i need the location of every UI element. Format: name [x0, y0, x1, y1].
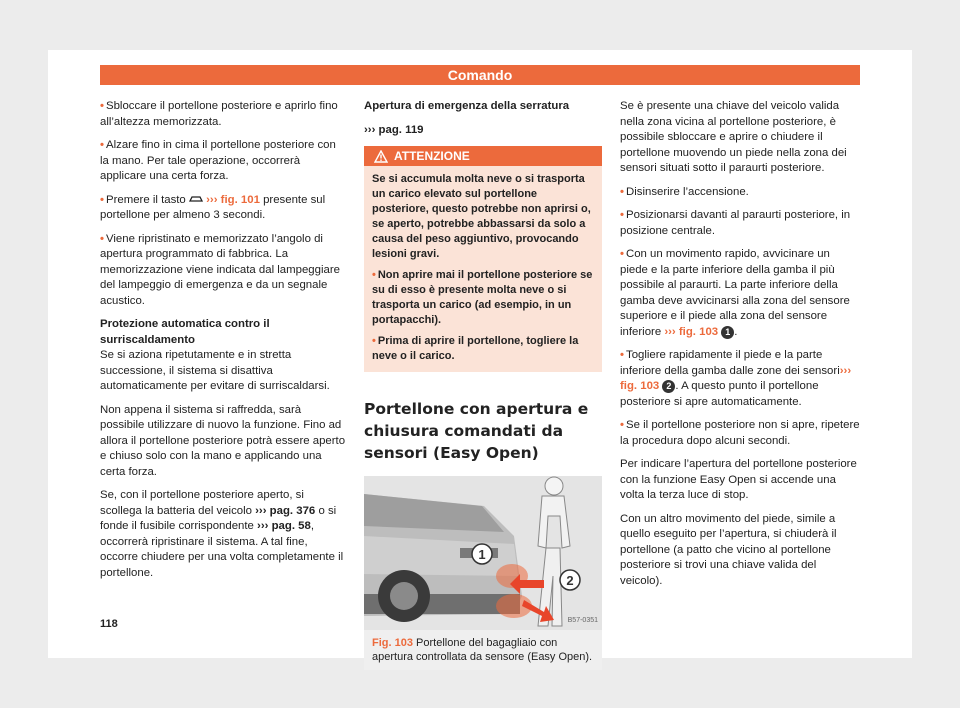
warning-icon [374, 150, 388, 163]
warning-box [364, 146, 602, 372]
warning-bullet: • Non aprire mai il portellone posteriore se su di esso è presente molta neve o si trasporta un carico (ad esempio, in un portapacchi). [372, 269, 593, 326]
page-number: 118 [100, 618, 118, 630]
bullet-item: • Premere il tasto ››› fig. 101 presente sul portellone per almeno 3 secondi. [100, 193, 326, 221]
page-header: Comando [100, 65, 860, 85]
page-link[interactable]: ››› pag. 376 [255, 504, 316, 517]
column-left [100, 99, 346, 589]
paragraph: Se si aziona ripetutamente e in stretta successione, il sistema si disattiva automaticamente per evitare di surriscaldarsi. [100, 349, 330, 392]
bullet-item: • Se il portellone posteriore non si apre, ripetere la procedura dopo alcuni secondi. [620, 419, 860, 447]
figure-marker-2: 2 [566, 573, 574, 588]
figure-link[interactable]: ››› fig. 101 [206, 193, 260, 206]
tailgate-button-icon [189, 194, 203, 206]
warning-bullet: • Prima di aprire il portellone, togliere la neve o il carico. [372, 335, 579, 362]
column-right [620, 99, 860, 597]
bullet-item: • Con un movimento rapido, avvicinare un piede e la parte inferiore della gamba il più possibile al paraurti. La parte inferiore della gamba deve avvicinarsi alla zona del sensore superiore e il piede alla zona del sensore inferiore ››› fig. 103 1 . [620, 248, 850, 338]
bullet-item: • Disinserire l’accensione. [620, 185, 749, 198]
paragraph: Con un altro movimento del piede, simile a quello eseguito per l’apertura, si chiuderà il portellone (a patto che vicino al portellone posteriore si trovi una chiave valida del veicolo). [620, 512, 837, 587]
figure-link[interactable]: ››› fig. 103 [620, 364, 852, 392]
figure-code: B57-0351 [567, 616, 598, 624]
warning-header: ATTENZIONE [364, 146, 602, 166]
bullet-item: • Viene ripristinato e memorizzato l’angolo di apertura programmato di fabbrica. La memorizzazione viene indicata dal lampeggiare del lampeggio di emergenza e da un segnale acustico. [100, 232, 340, 307]
section-heading: Protezione automatica contro il surriscaldamento [100, 318, 270, 346]
figure-image [364, 476, 602, 630]
step-marker: 2 [662, 380, 675, 393]
warning-text: Se si accumula molta neve o si trasporta un carico elevato sul portellone posteriore, questo potrebbe non aprirsi o, se aperto, potrebbe abbassarsi da solo a causa del peso aggiuntivo, provocando lesioni gravi. [372, 173, 591, 260]
section-heading: Apertura di emergenza della serratura [364, 100, 570, 112]
paragraph: Per indicare l’apertura del portellone posteriore con la funzione Easy Open si accende una volta la terza luce di stop. [620, 458, 857, 501]
paragraph: Se, con il portellone posteriore aperto, si scollega la batteria del veicolo ››› pag. 376 o si fonde il fusibile corrispondente ››› pag. 58, occorrerà ripristinare il sistema. A tal fine, occorre chiudere per una volta completamente il portellone. [100, 489, 344, 579]
bullet-item: • Alzare fino in cima il portellone posteriore con la mano. Per tale operazione, occorrerà applicare una certa forza. [100, 139, 336, 182]
bullet-item: • Sbloccare il portellone posteriore e aprirlo fino all’altezza memorizzata. [100, 100, 338, 128]
figure-number: Fig. 103 [372, 637, 413, 649]
bullet-item: • Posizionarsi davanti al paraurti posteriore, in posizione centrale. [620, 209, 851, 237]
page-link[interactable]: ››› pag. 119 [364, 123, 424, 136]
easy-open-illustration [364, 476, 602, 630]
bullet-item: • Togliere rapidamente il piede e la parte inferiore della gamba dalle zone dei sensori››› fig. 103 2 . A questo punto il portellone posteriore si apre automaticamente. [620, 349, 852, 408]
figure-caption: Fig. 103 Portellone del bagagliaio con apertura controllata da sensore (Easy Open). [364, 630, 602, 670]
column-middle [364, 99, 602, 670]
figure-marker-1: 1 [478, 547, 486, 562]
page-link[interactable]: ››› pag. 58 [257, 520, 311, 532]
figure-link[interactable]: ››› fig. 103 [664, 325, 719, 338]
step-marker: 1 [721, 326, 734, 339]
paragraph: Non appena il sistema si raffredda, sarà possibile utilizzare di nuovo la funzione. Fino ad allora il portellone posteriore potrà essere aperto e chiuso solo con la mano e applicando una certa forza. [100, 403, 346, 478]
paragraph: Se è presente una chiave del veicolo valida nella zona vicina al portellone posteriore, è possibile sbloccare e aprire o chiudere il portellone muovendo un piede nella zona dei sensori situati sotto il paraurti posteriore. [620, 100, 847, 174]
section-title: Portellone con apertura e chiusura comandati da sensori (Easy Open) [364, 400, 589, 462]
